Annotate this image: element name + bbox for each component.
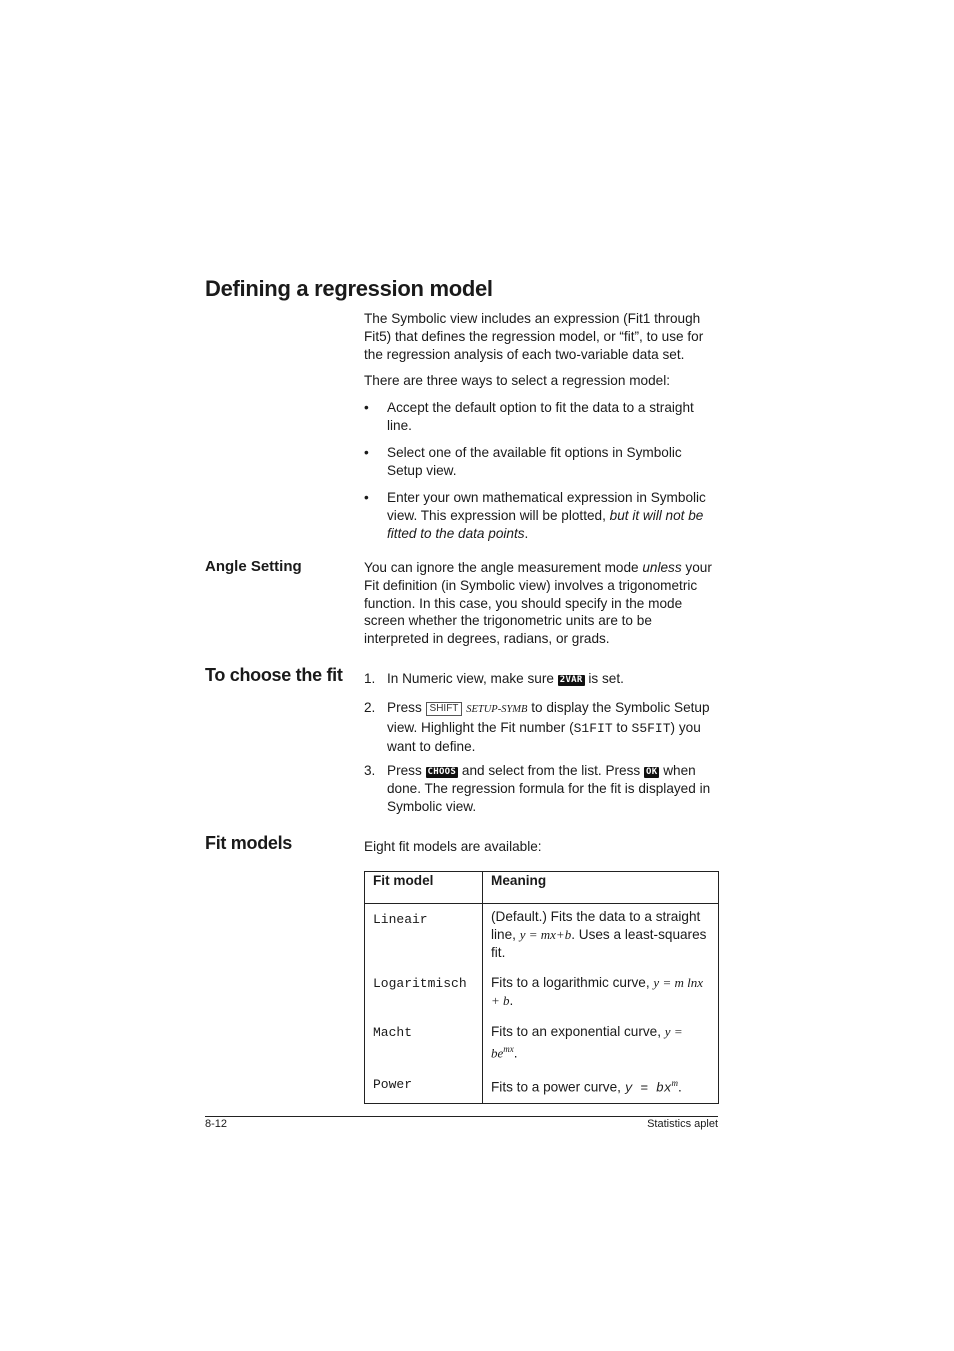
- bullet-text: Enter your own mathematical expression in Symbolic view. This expression will be plotted, but it will not be fitted to the data points.: [387, 490, 706, 541]
- shift-key: SHIFT: [426, 702, 463, 716]
- ok-softkey: OK: [646, 767, 658, 777]
- page-number: 8-12: [205, 1118, 228, 1130]
- fit-model-name: Macht: [373, 1024, 413, 1040]
- intro-paragraph: [364, 310, 720, 363]
- table-row: Logaritmisch Fits to a logarithmic curve, y = m lnx + b.: [365, 974, 719, 1023]
- fit-models-heading: Fit models: [205, 833, 293, 853]
- step-1: 1. In Numeric view, make sure 2VAR is set.: [364, 671, 624, 686]
- step-2: 2. Press SHIFT SETUP-SYMB to display the Symbolic Setup view. Highlight the Fit number (S1FIT to S5FIT) you want to define.: [364, 700, 710, 754]
- table-row: Macht Fits to an exponential curve, $y = be^{mx}$.: [365, 1023, 719, 1075]
- chapter-title: Statistics aplet: [647, 1118, 718, 1130]
- list-item: [364, 489, 720, 542]
- intro-paragraph-2: [364, 372, 720, 390]
- page-title: Defining a regression model: [205, 276, 493, 301]
- intro-text: The Symbolic view includes an expression (Fit1 through Fit5) that defines the regression model, or “fit”, to use for the regression analysis of each two-variable data set.: [364, 311, 704, 362]
- intro-text-2: There are three ways to select a regression model:: [364, 373, 671, 388]
- fit-models-intro: Eight fit models are available:: [364, 839, 542, 854]
- bullet-icon: •: [364, 490, 369, 505]
- fit-model-name: Lineair: [373, 912, 428, 927]
- bullet-icon: •: [364, 445, 369, 460]
- table-row: Lineair (Default.) Fits the data to a straight line, y = mx+b. Uses a least-squares fit.: [365, 904, 719, 975]
- fit-model-name: Logaritmisch: [373, 976, 467, 992]
- bullet-text: Select one of the available fit options in Symbolic Setup view.: [387, 445, 682, 478]
- angle-setting-heading: Angle Setting: [205, 558, 302, 575]
- column-header-fit-model: Fit model: [365, 872, 483, 904]
- column-header-meaning: Meaning: [483, 872, 719, 904]
- step-3: 3. Press CHOOS and select from the list. Press OK when done. The regression formula for the fit is displayed in Symbolic view.: [364, 763, 711, 814]
- table-row: Power Fits to a power curve, $y = bx^m$.: [365, 1075, 719, 1104]
- 2var-softkey: 2VAR: [559, 675, 583, 685]
- bullet-text: Accept the default option to fit the data to a straight line.: [387, 400, 694, 433]
- bullet-icon: •: [364, 400, 369, 415]
- setup-symb-key: SETUP-SYMB: [466, 704, 528, 715]
- fit-models-table: [364, 871, 719, 1104]
- list-item: [364, 399, 720, 435]
- angle-setting-paragraph: You can ignore the angle measurement mode unless your Fit definition (in Symbolic view) involves a trigonometric function. In this case, you should specify in the mode screen whether the trigonometric units are to be interpreted in degrees, radians, or grads.: [364, 560, 712, 647]
- choos-softkey: CHOOS: [427, 767, 457, 777]
- fit-model-name: Power: [373, 1077, 413, 1093]
- footer-divider: [205, 1116, 718, 1117]
- choose-fit-heading: To choose the fit: [205, 665, 343, 685]
- list-item: [364, 444, 720, 480]
